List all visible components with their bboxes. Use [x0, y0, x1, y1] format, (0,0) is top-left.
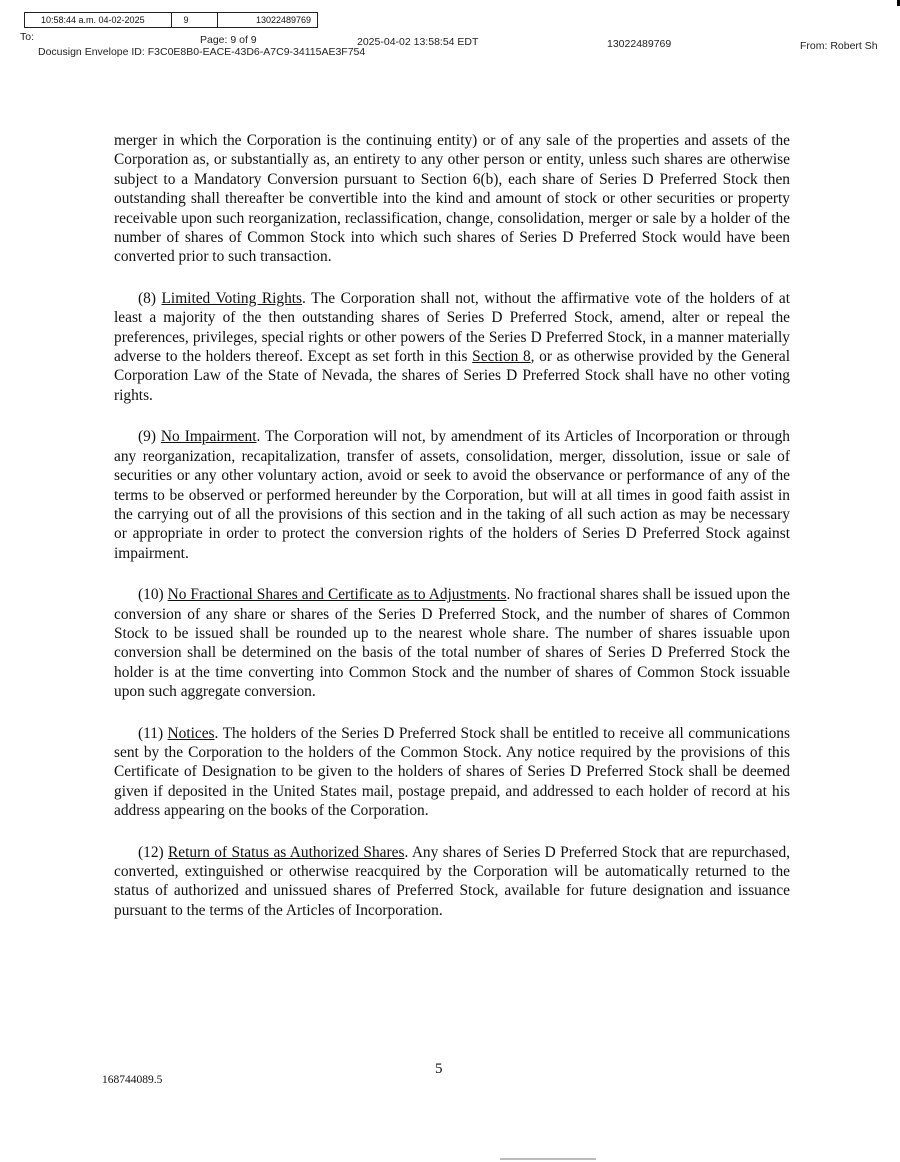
document-id: 168744089.5 — [102, 1074, 163, 1086]
docusign-envelope-id: Docusign Envelope ID: F3C0E8B0-EACE-43D6-A7C9-34115AE3F754 — [38, 46, 366, 58]
fax-from: From: Robert Sh — [800, 40, 878, 52]
fax-number: 13022489769 — [607, 38, 672, 50]
fax-stamp-number: 13022489769 — [217, 13, 317, 27]
paragraph-continuation: merger in which the Corporation is the continuing entity) or of any sale of the properties and assets of the Corporation as, or substantially as, an entirety to any other person or entity, unless such shares are otherwise subject to a Mandatory Conversion pursuant to Section 6(b), each share of Series D Preferred Stock then outstanding shall thereafter be convertible into the kind and amount of stock or other securities or property receivable upon such reorganization, reclassification, change, consolidation, merger or sale by a holder of the number of shares of Common Stock into which such shares of Series D Preferred Stock would have been converted prior to such transaction. — [114, 132, 790, 266]
section-10-paragraph — [114, 585, 790, 701]
fax-stamp-box — [24, 12, 318, 28]
section-11-number: (11) — [138, 724, 164, 742]
section-9-text: . The Corporation will not, by amendment of its Articles of Incorporation or through any reorganization, recapitalization, transfer of assets, consolidation, merger, dissolution, issue or sale of securities or any other voluntary action, avoid or seek to avoid the observance or performance of any of the terms to be observed or performed hereunder by the Corporation, but will at all times in good faith assist in the carrying out of all the provisions of this section and in the taking of all such action as may be necessary or appropriate in order to protect the conversion rights of the holders of Series D Preferred Stock against impairment. — [114, 428, 790, 562]
section-10-number: (10) — [138, 586, 164, 604]
section-12-number: (12) — [138, 843, 164, 861]
scan-artifact-line — [500, 1158, 596, 1160]
section-9-number: (9) — [138, 428, 156, 446]
document-body — [114, 131, 790, 942]
section-11-text: . The holders of the Series D Preferred Stock shall be entitled to receive all communications sent by the Corporation to the holders of the Common Stock. Any notice required by the provisions of this Certificate of Designation to be given to the holders of shares of Series D Preferred Stock shall be deemed given if deposited in the United States mail, postage prepaid, and addressed to each holder of record at his address appearing on the books of the Corporation. — [114, 724, 790, 820]
fax-timestamp: 2025-04-02 13:58:54 EDT — [357, 36, 479, 48]
fax-stamp-page: 9 — [171, 13, 217, 27]
section-8-reference: Section 8 — [472, 348, 531, 366]
section-8-heading: Limited Voting Rights — [161, 289, 303, 307]
section-10-text: . No fractional shares shall be issued upon the conversion of any share or shares of the Series D Preferred Stock, and the number of shares of Common Stock to be issued shall be rounded up to the nearest whole share. The number of shares issuable upon conversion shall be determined on the basis of the total number of shares of Series D Preferred Stock the holder is at the time converting into Common Stock and the number of shares of Common Stock issuable upon such aggregate conversion. — [114, 586, 790, 701]
section-8-paragraph — [114, 289, 790, 405]
section-9-paragraph — [114, 427, 790, 563]
section-10-heading: No Fractional Shares and Certificate as to Adjustments — [167, 586, 507, 604]
section-12-text: . Any shares of Series D Preferred Stock that are repurchased, converted, extinguished or otherwise reacquired by the Corporation will be automatically returned to the status of authorized and unissued shares of Preferred Stock, available for future designation and issuance pursuant to the terms of the Articles of Incorporation. — [114, 843, 791, 919]
fax-stamp-time: 10:58:44 a.m. 04-02-2025 — [41, 15, 145, 25]
section-12-paragraph — [114, 843, 790, 921]
section-8-number: (8) — [138, 289, 156, 307]
section-11-heading: Notices — [167, 724, 215, 742]
section-9-heading: No Impairment — [160, 428, 257, 446]
page-number: 5 — [435, 1061, 443, 1077]
section-12-heading: Return of Status as Authorized Shares — [168, 843, 405, 861]
section-8-text-b: , or as otherwise provided by the General Corporation Law of the State of Nevada, the shares of Series D Preferred Stock shall have no other voting rights. — [114, 348, 790, 404]
section-11-paragraph — [114, 724, 790, 821]
fax-to-label: To: — [20, 31, 35, 43]
section-8-text-a: . The Corporation shall not, without the affirmative vote of the holders of at least a majority of the then outstanding shares of Series D Preferred Stock, amend, alter or repeal the preferences, privileges, special rights or other powers of the Series D Preferred Stock, in a manner materially adverse to the holders thereof. Except as set forth in this — [114, 289, 790, 366]
fax-page-count: Page: 9 of 9 — [200, 34, 257, 46]
